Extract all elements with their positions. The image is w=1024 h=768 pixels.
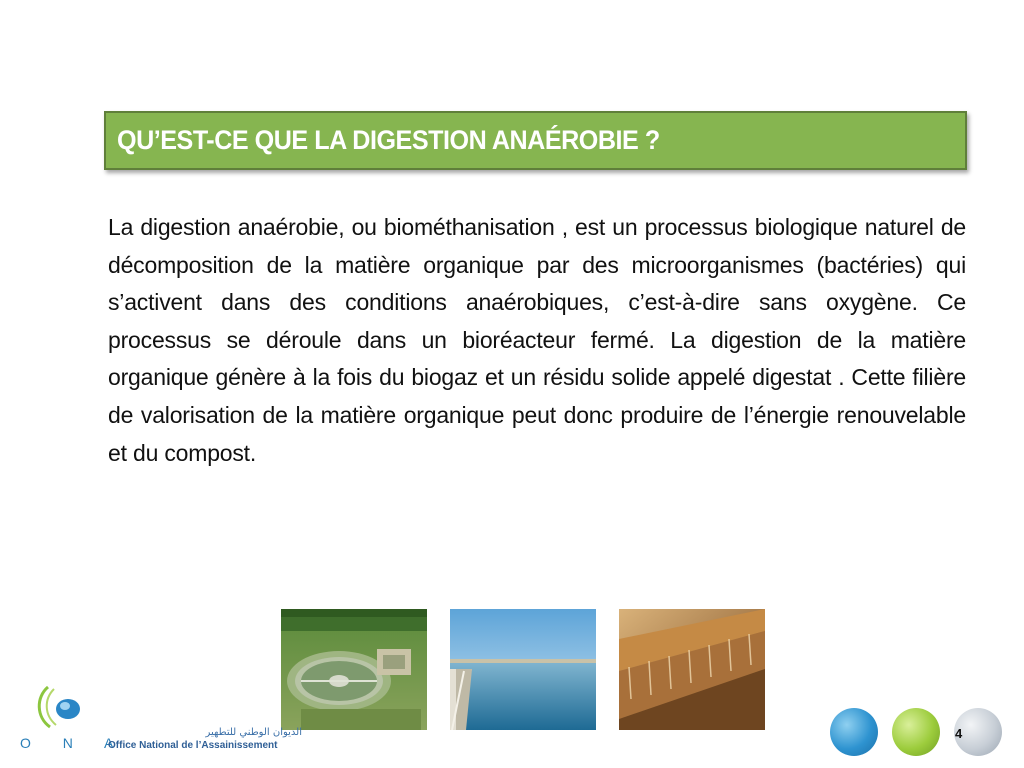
logo-french-name: Office National de l’Assainissement xyxy=(108,740,278,751)
page-number: 4 xyxy=(955,726,963,741)
ona-logo-mark-icon xyxy=(30,683,90,735)
blue-circle-icon xyxy=(830,708,878,756)
title-banner xyxy=(104,111,967,170)
logo-arabic-name: الديوان الوطني للتطهير xyxy=(205,727,302,738)
slide-body-text: La digestion anaérobie, ou biométhanisation , est un processus biologique naturel de décomposition de la matière organique par des microorganismes (bactéries) qui s’activent dans des conditions anaérobiques, c’est-à-dire sans oxygène. Ce processus se déroule dans un bioréacteur fermé. La digestion de la matière organique génère à la fois du biogaz et un résidu solide appelé digestat . Cette filière de valorisation de la matière organique peut donc produire de l’énergie renouvelable et du compost. xyxy=(108,214,966,466)
green-circle-icon xyxy=(892,708,940,756)
weir-overflow-photo xyxy=(619,609,765,730)
ona-logo xyxy=(20,683,310,755)
decorative-circles xyxy=(828,708,1008,760)
logo-letters: O N A xyxy=(20,735,128,751)
water-basin-photo xyxy=(450,609,596,730)
slide-title: QU’EST-CE QUE LA DIGESTION ANAÉROBIE ? xyxy=(117,125,660,155)
